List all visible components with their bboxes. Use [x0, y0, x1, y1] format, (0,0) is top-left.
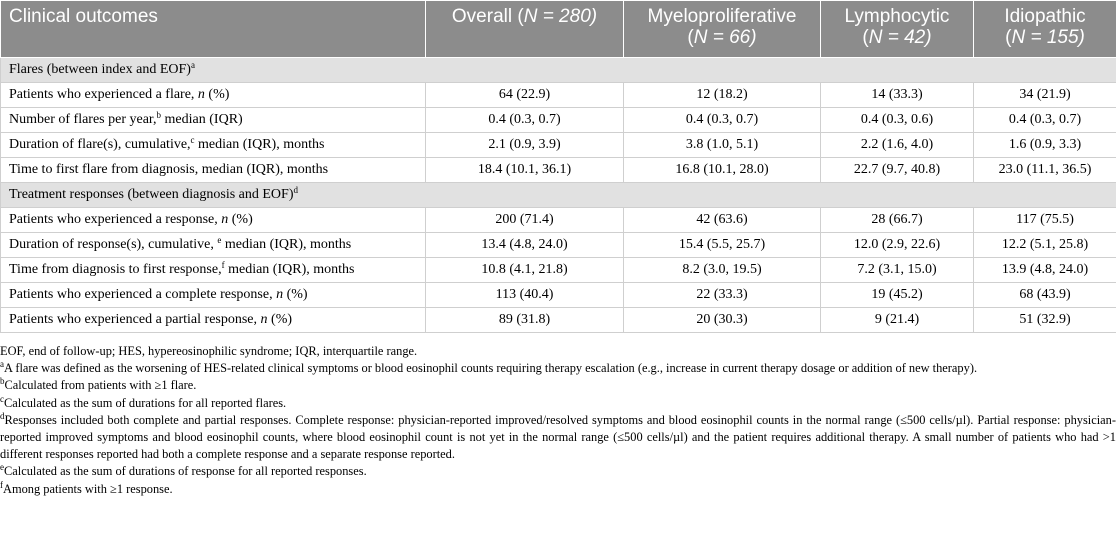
row-label: Patients who experienced a flare, n (%)	[1, 83, 426, 108]
cell-overall: 89 (31.8)	[426, 308, 624, 333]
table-row	[1, 208, 1116, 233]
table-row	[1, 308, 1116, 333]
cell-idiopathic: 12.2 (5.1, 25.8)	[974, 233, 1116, 258]
cell-lymphocytic: 22.7 (9.7, 40.8)	[821, 158, 974, 183]
cell-myeloproliferative: 0.4 (0.3, 0.7)	[624, 108, 821, 133]
header-overall: Overall (N = 280)	[426, 1, 624, 58]
row-label: Patients who experienced a response, n (%)	[1, 208, 426, 233]
cell-myeloproliferative: 22 (33.3)	[624, 283, 821, 308]
cell-lymphocytic: 0.4 (0.3, 0.6)	[821, 108, 974, 133]
cell-overall: 10.8 (4.1, 21.8)	[426, 258, 624, 283]
cell-myeloproliferative: 20 (30.3)	[624, 308, 821, 333]
footnote-c: $^c$Calculated as the sum of durations for all reported flares.	[0, 393, 287, 410]
cell-lymphocytic: 2.2 (1.6, 4.0)	[821, 133, 974, 158]
header-idiopathic: Idiopathic (N = 155)	[974, 1, 1116, 58]
table-row	[1, 108, 1116, 133]
header-myeloproliferative: Myeloproliferative (N = 66)	[624, 1, 821, 58]
cell-idiopathic: 1.6 (0.9, 3.3)	[974, 133, 1116, 158]
row-label: Patients who experienced a partial response, n (%)	[1, 308, 426, 333]
section-row-responses	[1, 183, 1116, 208]
cell-overall: 200 (71.4)	[426, 208, 624, 233]
cell-overall: 113 (40.4)	[426, 283, 624, 308]
row-label: Duration of response(s), cumulative, $^e$ median (IQR), months	[1, 233, 426, 258]
cell-myeloproliferative: 16.8 (10.1, 28.0)	[624, 158, 821, 183]
cell-lymphocytic: 14 (33.3)	[821, 83, 974, 108]
table-footnotes	[0, 343, 1116, 498]
cell-overall: 64 (22.9)	[426, 83, 624, 108]
cell-lymphocytic: 28 (66.7)	[821, 208, 974, 233]
cell-myeloproliferative: 12 (18.2)	[624, 83, 821, 108]
cell-idiopathic: 13.9 (4.8, 24.0)	[974, 258, 1116, 283]
header-lymphocytic: Lymphocytic (N = 42)	[821, 1, 974, 58]
row-label: Duration of flare(s), cumulative,$^c$ median (IQR), months	[1, 133, 426, 158]
section-title: Flares (between index and EOF)$^a$	[1, 58, 1116, 83]
footnote-b: $^b$Calculated from patients with ≥1 flare.	[0, 376, 197, 393]
cell-lymphocytic: 12.0 (2.9, 22.6)	[821, 233, 974, 258]
footnote-d: $^d$Responses included both complete and partial responses. Complete response: physician-reported improved/resolved symptoms and blood eosinophil counts in the normal range (≤500 cells/µl). Partial response: physician-reported improved symptoms and blood eosinophil counts, where blood eosinophil count is not yet in the normal range (≤500 cells/µl) and the patient requires additional therapy. A small number of patients who had >1 different responses reported had both a complete response and a separate response reported.	[0, 410, 1116, 462]
cell-overall: 18.4 (10.1, 36.1)	[426, 158, 624, 183]
row-label: Time from diagnosis to first response,$^f$ median (IQR), months	[1, 258, 426, 283]
cell-myeloproliferative: 15.4 (5.5, 25.7)	[624, 233, 821, 258]
cell-idiopathic: 51 (32.9)	[974, 308, 1116, 333]
section-title: Treatment responses (between diagnosis and EOF)$^d$	[1, 183, 1116, 208]
table-header-row	[1, 1, 1116, 58]
footnote-f: $^f$Among patients with ≥1 response.	[0, 479, 173, 496]
table-row	[1, 233, 1116, 258]
cell-overall: 0.4 (0.3, 0.7)	[426, 108, 624, 133]
cell-idiopathic: 117 (75.5)	[974, 208, 1116, 233]
table-row	[1, 283, 1116, 308]
cell-lymphocytic: 7.2 (3.1, 15.0)	[821, 258, 974, 283]
cell-myeloproliferative: 42 (63.6)	[624, 208, 821, 233]
cell-myeloproliferative: 3.8 (1.0, 5.1)	[624, 133, 821, 158]
row-label: Patients who experienced a complete response, n (%)	[1, 283, 426, 308]
cell-myeloproliferative: 8.2 (3.0, 19.5)	[624, 258, 821, 283]
table-row	[1, 258, 1116, 283]
cell-idiopathic: 68 (43.9)	[974, 283, 1116, 308]
cell-overall: 13.4 (4.8, 24.0)	[426, 233, 624, 258]
section-row-flares	[1, 58, 1116, 83]
row-label: Number of flares per year,$^b$ median (IQR)	[1, 108, 426, 133]
row-label: Time to first flare from diagnosis, median (IQR), months	[1, 158, 426, 183]
header-clinical-outcomes: Clinical outcomes	[1, 1, 426, 58]
footnote-abbreviations: EOF, end of follow-up; HES, hypereosinophilic syndrome; IQR, interquartile range.	[0, 344, 418, 358]
cell-idiopathic: 23.0 (11.1, 36.5)	[974, 158, 1116, 183]
cell-idiopathic: 34 (21.9)	[974, 83, 1116, 108]
table-row	[1, 133, 1116, 158]
cell-lymphocytic: 9 (21.4)	[821, 308, 974, 333]
table-row	[1, 83, 1116, 108]
footnote-e: $^e$Calculated as the sum of durations of response for all reported responses.	[0, 462, 367, 479]
table-row	[1, 158, 1116, 183]
cell-idiopathic: 0.4 (0.3, 0.7)	[974, 108, 1116, 133]
footnote-a: $^a$A flare was defined as the worsening of HES-related clinical symptoms or blood eosinophil counts requiring therapy escalation (e.g., increase in current therapy dosage or addition of new therapy).	[0, 359, 978, 376]
cell-overall: 2.1 (0.9, 3.9)	[426, 133, 624, 158]
cell-lymphocytic: 19 (45.2)	[821, 283, 974, 308]
